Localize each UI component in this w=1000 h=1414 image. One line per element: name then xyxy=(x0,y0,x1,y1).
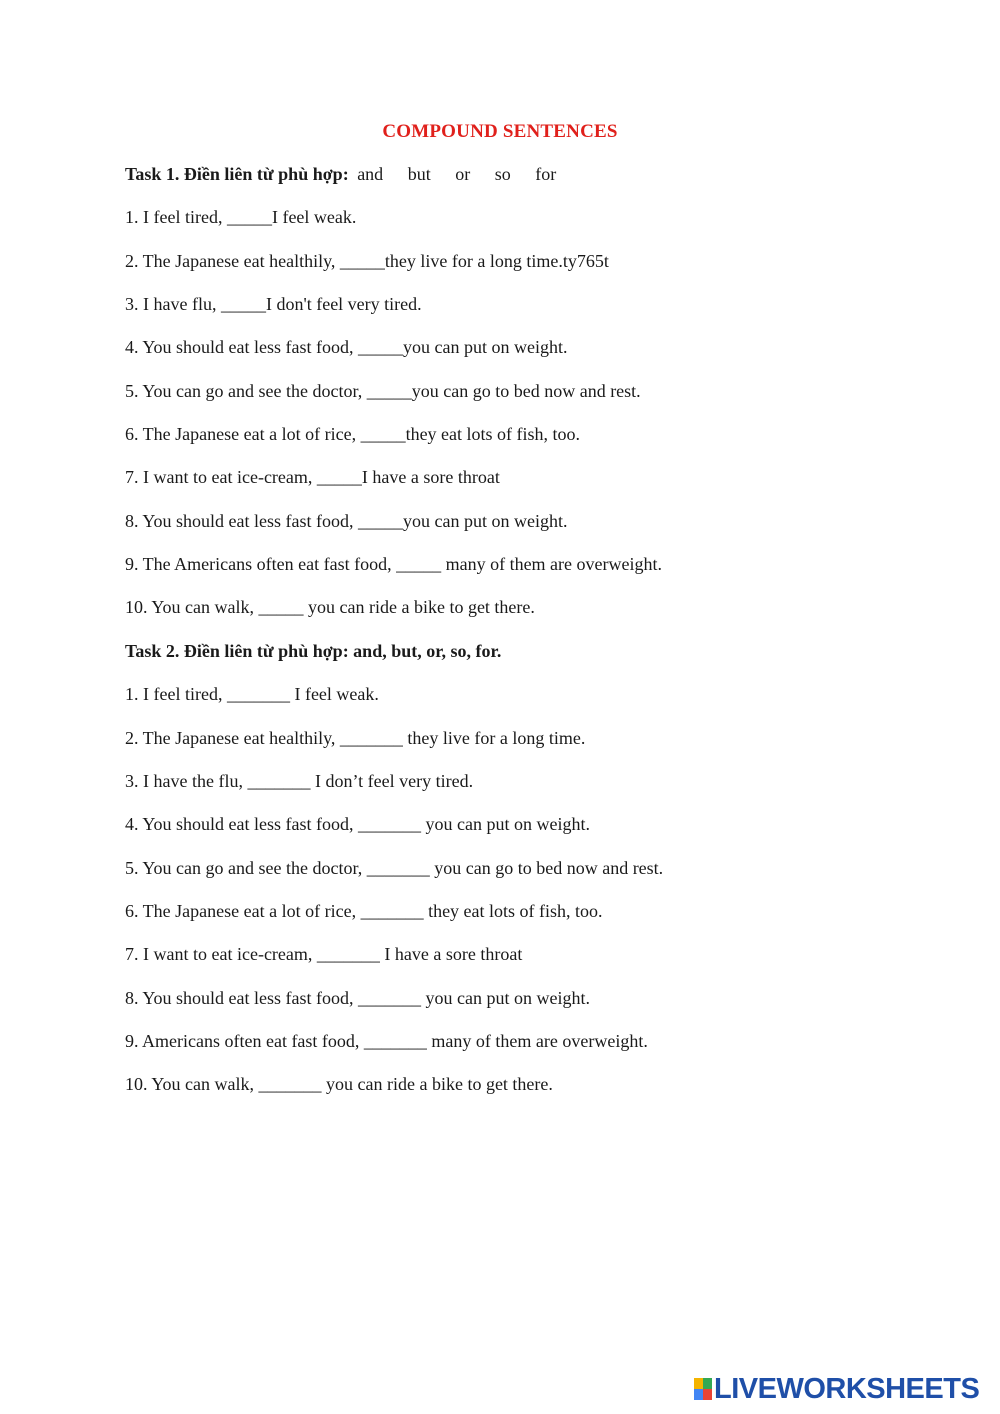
task1-heading-line xyxy=(125,164,556,185)
task2-item-9: 9. Americans often eat fast food, _______ many of them are overweight. xyxy=(125,1031,648,1051)
logo-tile-icon xyxy=(694,1378,703,1389)
logo-tile-icon xyxy=(703,1378,712,1389)
task1-heading: Task 1. Điền liên từ phù hợp: xyxy=(125,164,349,184)
task1-item-1: 1. I feel tired, _____I feel weak. xyxy=(125,207,357,227)
page-title: COMPOUND SENTENCES xyxy=(382,121,618,142)
task1-option-but: but xyxy=(407,164,431,184)
task1-item-3: 3. I have flu, _____I don't feel very tired. xyxy=(125,294,422,314)
task1-option-and: and xyxy=(357,164,384,184)
task2-item-6: 6. The Japanese eat a lot of rice, _______ they eat lots of fish, too. xyxy=(125,901,603,921)
task2-item-7: 7. I want to eat ice-cream, _______ I have a sore throat xyxy=(125,944,523,964)
logo-tile-icon xyxy=(694,1389,703,1400)
task1-item-7: 7. I want to eat ice-cream, _____I have a sore throat xyxy=(125,467,500,487)
task1-item-9: 9. The Americans often eat fast food, _____ many of them are overweight. xyxy=(125,554,663,574)
task2-heading: Task 2. Điền liên từ phù hợp: and, but, or, so, for. xyxy=(125,641,502,661)
task1-item-2: 2. The Japanese eat healthily, _____they live for a long time.ty765t xyxy=(125,251,609,271)
task1-item-6: 6. The Japanese eat a lot of rice, _____they eat lots of fish, too. xyxy=(125,424,581,444)
task2-item-4: 4. You should eat less fast food, _______ you can put on weight. xyxy=(125,814,590,834)
task2-item-8: 8. You should eat less fast food, _______ you can put on weight. xyxy=(125,988,590,1008)
liveworksheets-brand: LIVEWORKSHEETS xyxy=(714,1372,980,1405)
liveworksheets-logo-icon xyxy=(694,1378,712,1400)
task1-item-4: 4. You should eat less fast food, _____you can put on weight. xyxy=(125,337,568,357)
task1-option-for: for xyxy=(535,164,557,184)
task2-item-10: 10. You can walk, _______ you can ride a bike to get there. xyxy=(125,1074,553,1094)
task1-option-or: or xyxy=(455,164,471,184)
task1-item-10: 10. You can walk, _____ you can ride a bike to get there. xyxy=(125,597,535,617)
liveworksheets-logo[interactable] xyxy=(694,1374,979,1404)
task1-option-so: so xyxy=(494,164,511,184)
task2-item-5: 5. You can go and see the doctor, _______ you can go to bed now and rest. xyxy=(125,858,664,878)
logo-tile-icon xyxy=(703,1389,712,1400)
task1-item-8: 8. You should eat less fast food, _____you can put on weight. xyxy=(125,511,568,531)
task2-item-1: 1. I feel tired, _______ I feel weak. xyxy=(125,684,379,704)
task1-item-5: 5. You can go and see the doctor, _____you can go to bed now and rest. xyxy=(125,381,641,401)
task2-item-3: 3. I have the flu, _______ I don’t feel very tired. xyxy=(125,771,474,791)
task2-item-2: 2. The Japanese eat healthily, _______ they live for a long time. xyxy=(125,728,586,748)
